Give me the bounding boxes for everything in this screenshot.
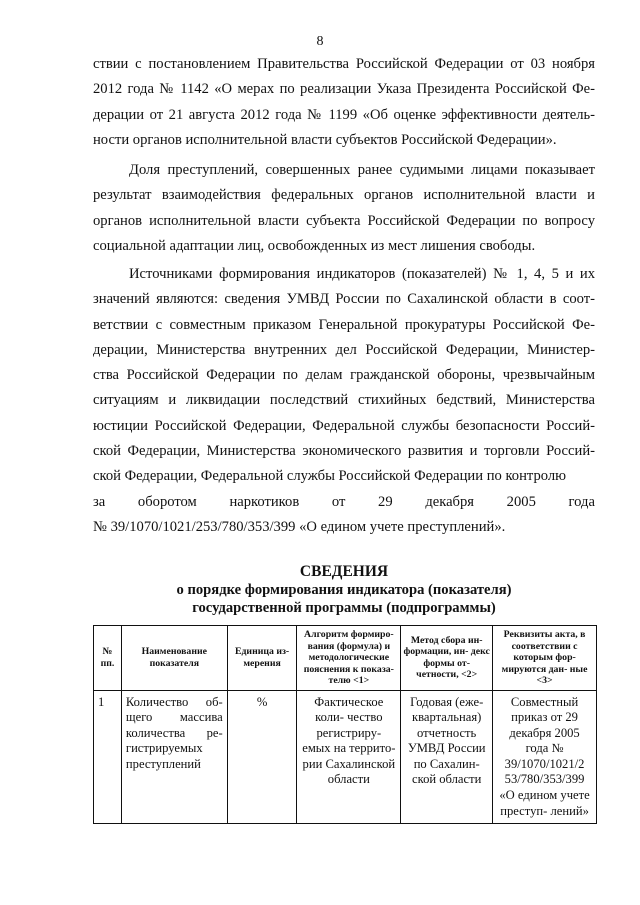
- word: 2005: [506, 493, 536, 510]
- cell-act-details: Совместный приказ от 29 декабря 2005 года № 39/1070/1021/2 53/780/353/399 «О едином учете преступ- лений»: [493, 690, 597, 824]
- header-collection-method: Метод сбора ин- формации, ин- декс формы от- четности, <2>: [401, 626, 493, 691]
- word: декабря: [425, 493, 474, 510]
- text-line: 2012 года № 1142 «О мерах по реализации Указа Президента Российской Фе-: [93, 81, 595, 98]
- cell-number: 1: [94, 690, 122, 824]
- table-row: [94, 690, 597, 824]
- header-unit: Единица из- мерения: [227, 626, 297, 691]
- word: наркотиков: [229, 493, 300, 510]
- text-line: органов исполнительной власти субъекта Российской Федерации по вопросу: [93, 212, 595, 229]
- table-header-row: [94, 626, 597, 691]
- cell-algorithm: Фактическое коли- чество регистриру- емых на террито- рии Сахалинской области: [297, 690, 401, 824]
- page-number: 8: [316, 34, 324, 49]
- text-line: № 39/1070/1021/253/780/353/399 «О едином учете преступлений».: [93, 518, 506, 535]
- header-act-details: Реквизиты акта, в соответствии с которым фор- мируются дан- ные <3>: [493, 626, 597, 691]
- text-line: ситуациям и ликвидации последствий стихийных бедствий, Министерства: [93, 392, 595, 409]
- header-indicator-name: Наименование показателя: [121, 626, 227, 691]
- text-line: Доля преступлений, совершенных ранее судимыми лицами показывает: [129, 162, 595, 178]
- spread-line: [93, 490, 595, 515]
- text-line: дерации от 21 августа 2012 года № 1199 «Об оценке эффективности деятель-: [93, 106, 595, 123]
- word: оборотом: [137, 493, 197, 510]
- cell-unit: %: [227, 690, 297, 824]
- cell-indicator-name: Количество об- щего массива количества ре- гистрируемых преступлений: [121, 690, 227, 824]
- text-line: Источниками формирования индикаторов (показателей) № 1, 4, 5 и их: [129, 266, 595, 282]
- header-number: № пп.: [94, 626, 122, 691]
- paragraph-sources: [93, 262, 595, 540]
- text-line: ской Федерации, Федеральной службы Российской Федерации по контролю: [93, 468, 567, 485]
- text-line: юстиции Российской Федерации, Федеральной службы безопасности Россий-: [93, 417, 595, 434]
- header-algorithm: Алгоритм формиро- вания (формула) и методологические пояснения к показа- телю <1>: [297, 626, 401, 691]
- text-line: ствии с постановлением Правительства Российской Федерации от 03 ноября: [93, 56, 595, 72]
- paragraph-intro: [93, 52, 595, 153]
- word: за: [93, 493, 106, 510]
- text-line: ской Федерации, Министерства экономического развития и торговли Россий-: [93, 443, 595, 460]
- text-line: ветствии с совместным приказом Генеральной прокуратуры Российской Фе-: [93, 316, 595, 333]
- text-line: значений являются: сведения УМВД России по Сахалинской области в соот-: [93, 291, 595, 308]
- section-subtitle-line2: государственной программы (подпрограммы): [192, 600, 496, 616]
- word: года: [568, 493, 595, 510]
- word: от: [331, 493, 346, 510]
- cell-collection-method: Годовая (еже- квартальная) отчетность УМВД России по Сахалин- ской области: [401, 690, 493, 824]
- text-line: социальной адаптации лиц, освобожденных из мест лишения свободы.: [93, 237, 536, 254]
- word: 29: [378, 493, 393, 510]
- section-subtitle-line1: о порядке формирования индикатора (показателя): [176, 582, 512, 598]
- text-line: ства Российской Федерации по делам гражданской обороны, чрезвычайным: [93, 367, 595, 384]
- text-line: результат взаимодействия федеральных органов исполнительной власти и: [93, 187, 595, 204]
- paragraph-share-of-crimes: [93, 158, 595, 259]
- indicator-table: [93, 625, 597, 824]
- text-line: дерации, Министерства внутренних дел Российской Федерации, Министер-: [93, 341, 595, 358]
- text-line: ности органов исполнительной власти субъектов Российской Федерации».: [93, 131, 557, 148]
- section-title: СВЕДЕНИЯ: [299, 563, 389, 580]
